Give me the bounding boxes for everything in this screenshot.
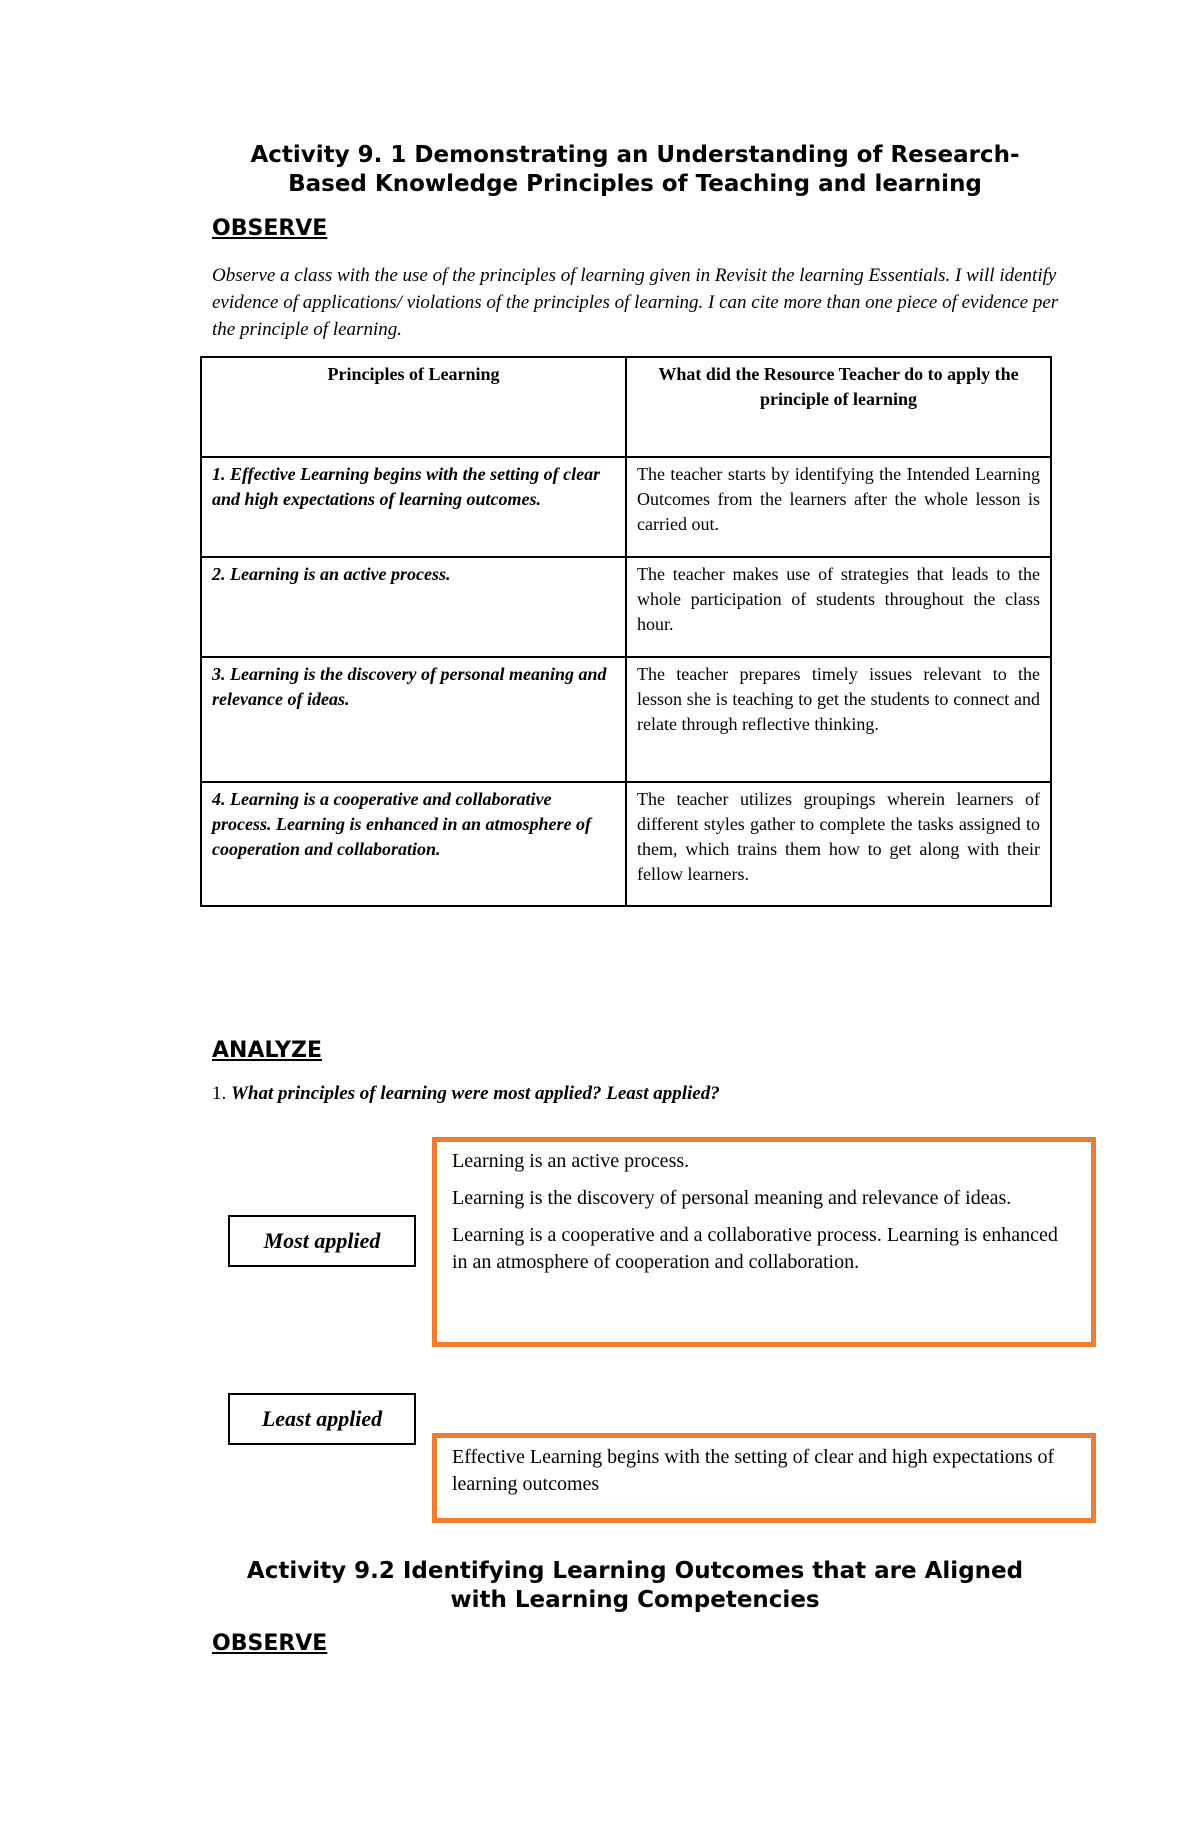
principle-cell: 1. Effective Learning begins with the setting of clear and high expectations of learning outcomes.	[201, 457, 626, 557]
least-applied-box	[432, 1433, 1096, 1523]
analyze-heading: ANALYZE	[212, 1038, 322, 1063]
question-text: What principles of learning were most applied? Least applied?	[231, 1083, 720, 1104]
header-principles: Principles of Learning	[201, 357, 626, 457]
application-cell: The teacher makes use of strategies that leads to the whole participation of students throughout the class hour.	[626, 557, 1051, 657]
most-applied-item: Learning is the discovery of personal meaning and relevance of ideas.	[452, 1187, 1012, 1209]
title-line-2: with Learning Competencies	[450, 1587, 820, 1613]
most-applied-label: Most applied	[228, 1215, 416, 1267]
principle-cell: 3. Learning is the discovery of personal meaning and relevance of ideas.	[201, 657, 626, 782]
observe-heading-2: OBSERVE	[212, 1631, 328, 1656]
application-cell: The teacher starts by identifying the Intended Learning Outcomes from the learners after the whole lesson is carried out.	[626, 457, 1051, 557]
table-row	[201, 657, 1051, 782]
observe-heading: OBSERVE	[212, 216, 328, 241]
table-row	[201, 557, 1051, 657]
intro-paragraph: Observe a class with the use of the principles of learning given in Revisit the learning Essentials. I will identify evidence of applications/ violations of the principles of learning. I can cite more than one piece of evidence per the principle of learning.	[212, 265, 1059, 340]
table-header-row	[201, 357, 1051, 457]
title-line-1: Activity 9.2 Identifying Learning Outcomes that are Aligned	[246, 1558, 1024, 1584]
title-line-2: Based Knowledge Principles of Teaching and learning	[288, 171, 982, 197]
most-applied-item: Learning is an active process.	[452, 1150, 690, 1172]
least-applied-label: Least applied	[228, 1393, 416, 1445]
application-cell: The teacher utilizes groupings wherein learners of different styles gather to complete the tasks assigned to them, which trains them how to get along with their fellow learners.	[626, 782, 1051, 906]
principles-table	[200, 356, 1052, 907]
activity-9-1-title	[200, 141, 1070, 199]
principle-cell: 2. Learning is an active process.	[201, 557, 626, 657]
most-applied-item: Learning is a cooperative and a collaborative process. Learning is enhanced in an atmosphere of cooperation and collaboration.	[452, 1224, 1058, 1273]
title-line-1: Activity 9. 1 Demonstrating an Understanding of Research-	[250, 142, 1020, 168]
table-row	[201, 782, 1051, 906]
activity-9-2-title	[200, 1557, 1070, 1615]
principle-cell: 4. Learning is a cooperative and collaborative process. Learning is enhanced in an atmosphere of cooperation and collaboration.	[201, 782, 626, 906]
most-applied-box	[432, 1137, 1096, 1347]
least-applied-item: Effective Learning begins with the setting of clear and high expectations of learning outcomes	[452, 1446, 1055, 1495]
header-teacher-action: What did the Resource Teacher do to apply the principle of learning	[626, 357, 1051, 457]
application-cell: The teacher prepares timely issues relevant to the lesson she is teaching to get the students to connect and relate through reflective thinking.	[626, 657, 1051, 782]
question-number: 1.	[212, 1083, 227, 1104]
analyze-question	[212, 1083, 720, 1105]
table-row	[201, 457, 1051, 557]
